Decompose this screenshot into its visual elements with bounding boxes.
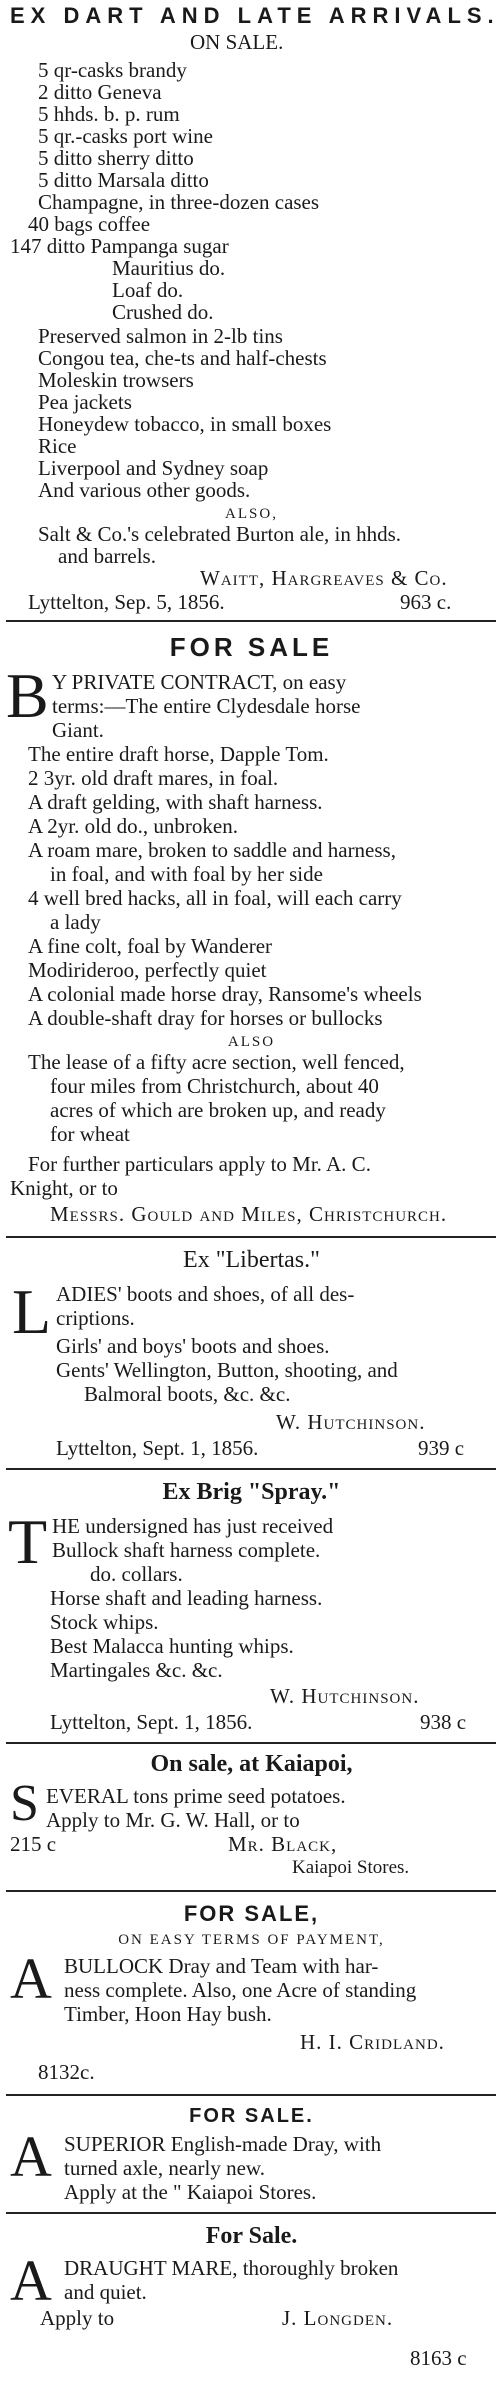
drop-cap: B — [6, 660, 49, 731]
item: Pea jackets — [38, 390, 132, 414]
drop-cap: S — [10, 1775, 39, 1832]
ad-title: FOR SALE, — [183, 1901, 320, 1926]
signature: Waitt, Hargreaves & Co. — [200, 566, 448, 590]
ad-text: Knight, or to — [10, 1176, 118, 1200]
item: A double-shaft dray for horses or bullocks — [28, 1006, 383, 1030]
ad-text: ADIES' boots and shoes, of all des- — [56, 1282, 355, 1306]
ad-text: terms:—The entire Clydesdale horse — [52, 694, 361, 718]
ad-title: FOR SALE. — [189, 2105, 314, 2127]
ad-title: On sale, at Kaiapoi, — [150, 1751, 353, 1777]
divider — [6, 2094, 496, 2096]
ad-text: Apply at the " Kaiapoi Stores. — [64, 2180, 317, 2204]
ad-text: SUPERIOR English-made Dray, with — [64, 2132, 382, 2156]
ad-title: EX DART AND LATE ARRIVALS. — [10, 3, 500, 28]
drop-cap: A — [10, 2124, 52, 2189]
divider — [6, 1468, 496, 1470]
also-label: ALSO, — [225, 506, 278, 522]
item: 40 bags coffee — [28, 212, 151, 236]
ad-text: criptions. — [56, 1306, 135, 1330]
ad-title: Ex Brig "Spray." — [162, 1479, 341, 1505]
divider — [6, 1742, 496, 1744]
ad-text: Kaiapoi Stores. — [292, 1857, 410, 1878]
ad-text: For further particulars apply to Mr. A. C. — [28, 1152, 371, 1176]
ad-text: Bullock shaft harness complete. — [52, 1538, 321, 1562]
ad-text: Timber, Hoon Hay bush. — [64, 2002, 272, 2026]
ad-text: Giant. — [52, 718, 104, 742]
ad-text: HE undersigned has just received — [52, 1514, 334, 1538]
drop-cap: A — [10, 2248, 52, 2313]
item: 147 ditto Pampanga sugar — [10, 234, 229, 258]
ad-text: Apply to Mr. G. W. Hall, or to — [46, 1808, 300, 1832]
item: 4 well bred hacks, all in foal, will each carry — [28, 886, 402, 910]
item: 5 hhds. b. p. rum — [38, 102, 180, 126]
item: Honeydew tobacco, in small boxes — [38, 412, 332, 436]
item: And various other goods. — [38, 478, 251, 502]
ad-text: turned axle, nearly new. — [64, 2156, 265, 2180]
item: Crushed do. — [112, 300, 214, 324]
item: 5 ditto Marsala ditto — [38, 168, 209, 192]
item: Liverpool and Sydney soap — [38, 456, 269, 480]
ad-reference: 939 c — [418, 1436, 465, 1460]
signature: Mr. Black, — [228, 1832, 338, 1856]
item: A draft gelding, with shaft harness. — [28, 790, 323, 814]
item: A 2yr. old do., unbroken. — [28, 814, 238, 838]
advert-ex-dart — [0, 0, 503, 520]
ad-reference: 8132c. — [38, 2060, 95, 2084]
ad-text: Apply to — [40, 2306, 115, 2330]
ad-title: For Sale. — [205, 2223, 298, 2249]
drop-cap: L — [12, 1276, 52, 1347]
signature: J. Longden. — [282, 2306, 394, 2330]
item: Congou tea, che-ts and half-chests — [38, 346, 327, 370]
item: Mauritius do. — [112, 256, 226, 280]
item: Champagne, in three-dozen cases — [38, 190, 320, 214]
ad-text: DRAUGHT MARE, thoroughly broken — [64, 2256, 399, 2280]
item: 2 ditto Geneva — [38, 80, 162, 104]
ad-title: Ex "Libertas." — [183, 1247, 320, 1273]
place-date: Lyttelton, Sep. 5, 1856. — [28, 590, 225, 614]
ad-text: Horse shaft and leading harness. — [50, 1586, 323, 1610]
item: A fine colt, foal by Wanderer — [28, 934, 273, 958]
place-date: Lyttelton, Sept. 1, 1856. — [50, 1710, 253, 1734]
item: 5 ditto sherry ditto — [38, 146, 194, 170]
ad-text: and barrels. — [58, 544, 156, 568]
item: Modirideroo, perfectly quiet — [28, 958, 267, 982]
item: 2 3yr. old draft mares, in foal. — [28, 766, 279, 790]
ad-reference: 963 c. — [400, 590, 452, 614]
divider — [6, 1236, 496, 1238]
item: 5 qr.-casks port wine — [38, 124, 213, 148]
divider — [6, 620, 496, 622]
item: Rice — [38, 434, 77, 458]
ad-text: EVERAL tons prime seed potatoes. — [46, 1784, 346, 1808]
ad-text: Y PRIVATE CONTRACT, on easy — [52, 670, 347, 694]
ad-text: Martingales &c. &c. — [50, 1658, 223, 1682]
also-label: ALSO — [227, 1034, 276, 1050]
ad-text: Balmoral boots, &c. &c. — [84, 1382, 291, 1406]
ad-text: Best Malacca hunting whips. — [50, 1634, 294, 1658]
ad-text: acres of which are broken up, and ready — [50, 1098, 386, 1122]
ad-text: and quiet. — [64, 2280, 147, 2304]
drop-cap: T — [8, 1506, 48, 1577]
item: The entire draft horse, Dapple Tom. — [28, 742, 329, 766]
place-date: Lyttelton, Sept. 1, 1856. — [56, 1436, 259, 1460]
divider — [6, 2212, 496, 2214]
ad-text: The lease of a fifty acre section, well fenced, — [28, 1050, 405, 1074]
item: 5 qr-casks brandy — [38, 58, 187, 82]
ad-text: Salt & Co.'s celebrated Burton ale, in hhds. — [38, 522, 402, 546]
item: in foal, and with foal by her side — [50, 862, 323, 886]
item: a lady — [50, 910, 101, 934]
ad-text: Stock whips. — [50, 1610, 159, 1634]
ad-text: ness complete. Also, one Acre of standing — [64, 1978, 417, 2002]
ad-reference: 215 c — [10, 1832, 57, 1856]
ad-text: BULLOCK Dray and Team with har- — [64, 1954, 379, 1978]
item: Loaf do. — [112, 278, 184, 302]
ad-subtitle: ON SALE. — [190, 30, 284, 54]
ad-text: for wheat — [50, 1122, 130, 1146]
ad-text: do. collars. — [90, 1562, 183, 1586]
signature: H. I. Cridland. — [300, 2030, 445, 2054]
item: A roam mare, broken to saddle and harness, — [28, 838, 396, 862]
signature: W. Hutchinson. — [276, 1410, 426, 1434]
ad-text: Gents' Wellington, Button, shooting, and — [56, 1358, 398, 1382]
ad-text: four miles from Christchurch, about 40 — [50, 1074, 379, 1098]
ad-text: Messrs. Gould and Miles, Christchurch. — [50, 1202, 448, 1226]
ad-reference: 8163 c — [410, 2346, 467, 2370]
item: Preserved salmon in 2-lb tins — [38, 324, 283, 348]
ad-reference: 938 c — [420, 1710, 467, 1734]
drop-cap: A — [10, 1946, 52, 2011]
ad-title: FOR SALE — [169, 632, 334, 662]
item: A colonial made horse dray, Ransome's wheels — [28, 982, 422, 1006]
ad-subtitle: ON EASY TERMS OF PAYMENT, — [118, 1932, 385, 1948]
signature: W. Hutchinson. — [270, 1684, 420, 1708]
ad-text: Girls' and boys' boots and shoes. — [56, 1334, 330, 1358]
divider — [6, 1890, 496, 1892]
item: Moleskin trowsers — [38, 368, 194, 392]
